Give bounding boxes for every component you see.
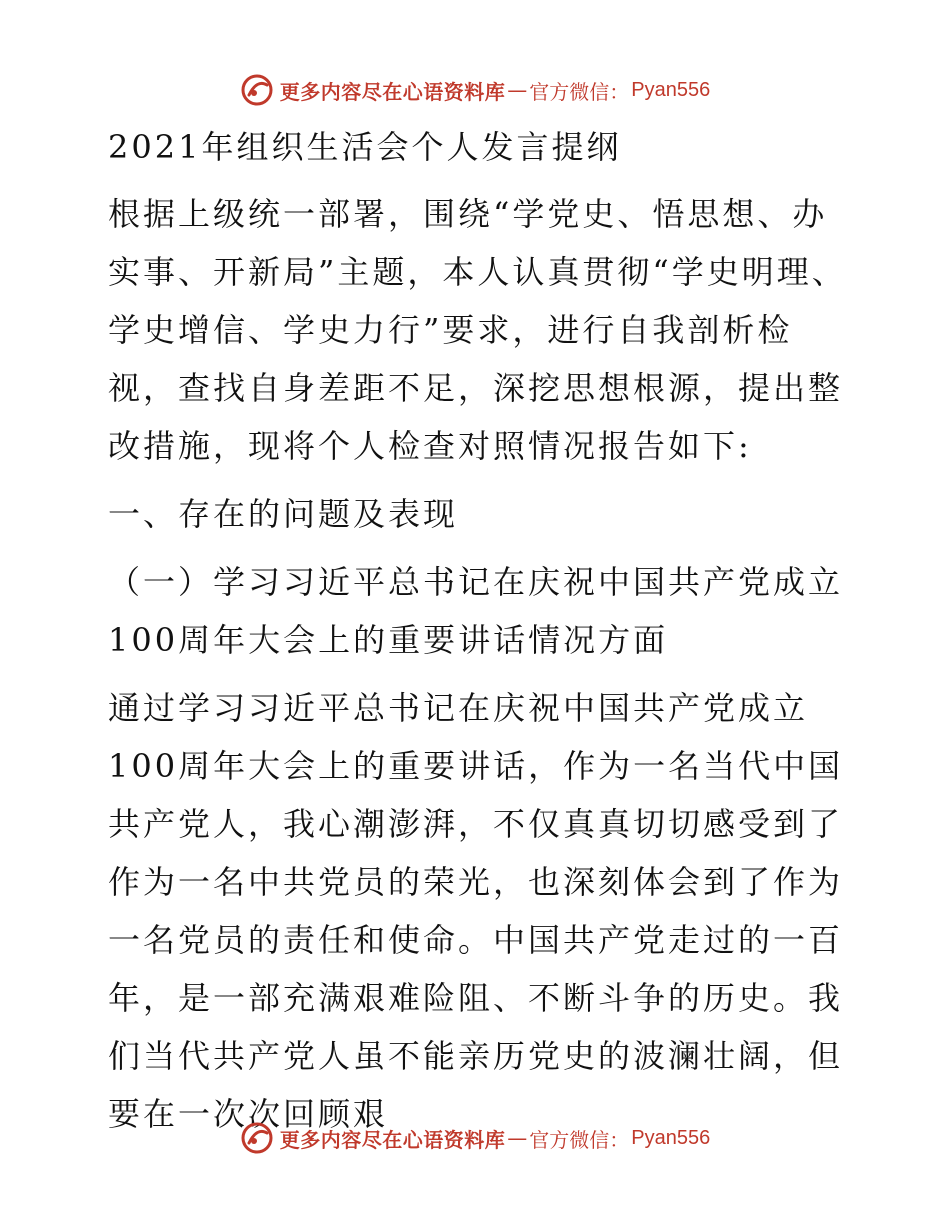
brand-logo-icon (240, 73, 274, 107)
watermark-official-label: 官方微信： (529, 1127, 630, 1152)
subsection-heading: （一）学习习近平总书记在庆祝中国共产党成立100周年大会上的重要讲话情况方面 (108, 563, 844, 659)
watermark-banner-bottom (0, 1118, 950, 1158)
watermark-separator: — (507, 1126, 528, 1150)
watermark-wechat-id: Pyan556 (631, 1126, 711, 1149)
brand-logo-icon (240, 1121, 274, 1155)
document-title: 2021年组织生活会个人发言提纲 (108, 128, 622, 166)
watermark-official-label: 官方微信： (529, 79, 630, 104)
body-paragraph: 通过学习习近平总书记在庆祝中国共产党成立100周年大会上的重要讲话，作为一名当代中国共产党人，我心潮澎湃，不仅真真切切感受到了作为一名中共党员的荣光，也深刻体会到了作为一名党员的责任和使命。中国共产党走过的一百年，是一部充满艰难险阻、不断斗争的历史。我们当代共产党人虽不能亲历党史的波澜壮阔，但要在一次次回顾艰 (108, 689, 844, 1133)
watermark-brand: 更多内容尽在心语资料库 (279, 79, 506, 104)
watermark-banner-top (0, 70, 950, 110)
intro-paragraph: 根据上级统一部署，围绕“学党史、悟思想、办实事、开新局”主题，本人认真贯彻“学史明理、学史增信、学史力行”要求，进行自我剖析检视，查找自身差距不足，深挖思想根源，提出整改措施，现将个人检查对照情况报告如下: (108, 195, 847, 465)
watermark-wechat-id: Pyan556 (631, 78, 711, 101)
document-body (98, 118, 858, 1143)
watermark-separator: — (507, 78, 528, 102)
watermark-brand: 更多内容尽在心语资料库 (279, 1127, 506, 1152)
section-heading: 一、存在的问题及表现 (108, 495, 459, 533)
